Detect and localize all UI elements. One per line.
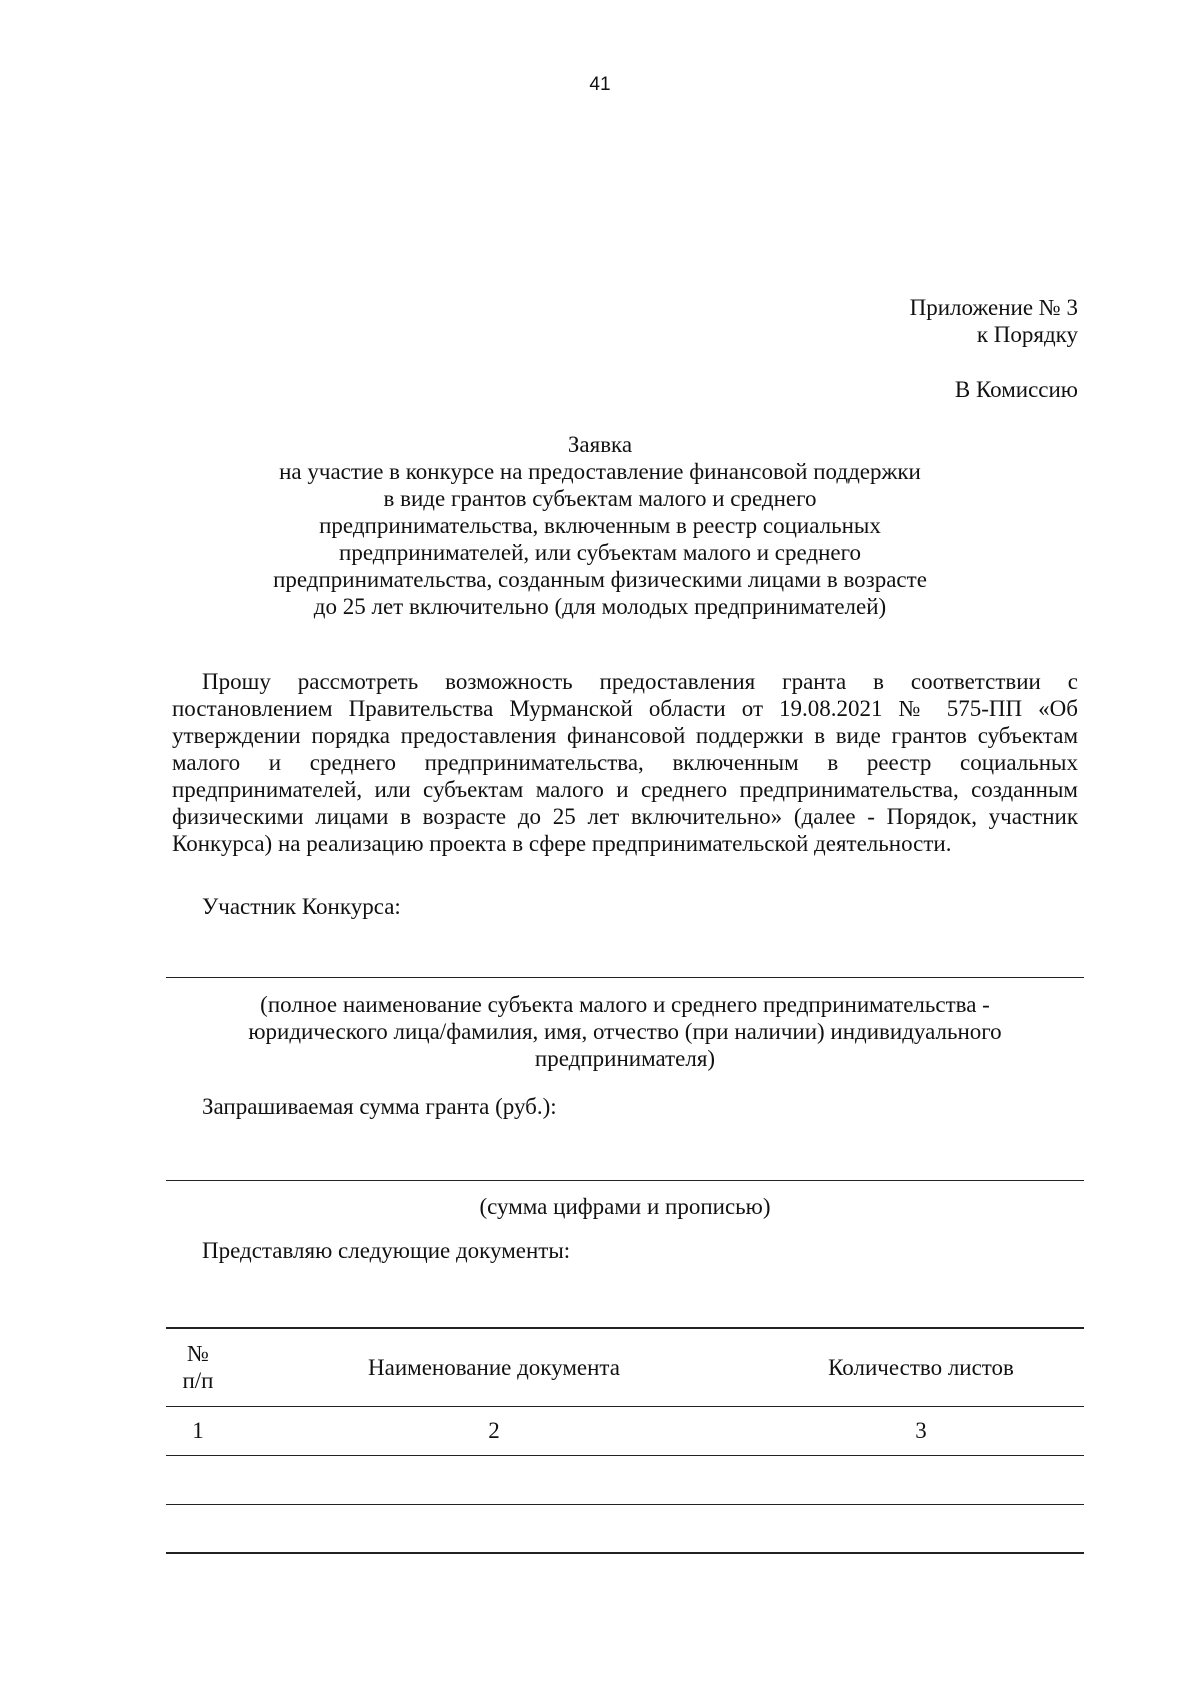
table-cell: 3 xyxy=(915,1418,927,1443)
table-row xyxy=(166,1455,1084,1504)
grant-amount-field[interactable] xyxy=(166,1180,1084,1181)
appendix-number: Приложение № 3 xyxy=(909,295,1078,320)
table-cell: 2 xyxy=(488,1418,500,1443)
amount-field-caption xyxy=(166,1193,1084,1220)
participant-field-caption xyxy=(166,991,1084,1072)
caption-line: (полное наименование субъекта малого и среднего предпринимательства - xyxy=(260,992,990,1017)
request-paragraph: Прошу рассмотреть возможность предоставления гранта в соответствии с постановлением Правительства Мурманской области от 19.08.2021 № 575-ПП «Об утверждении порядка предоставления финансовой поддержки в виде грантов субъектам малого и среднего предпринимательства, включенным в реестр социальных предпринимателей, или субъектам малого и среднего предпринимательства, созданным физическими лицами в возрасте до 25 лет включительно» (далее - Порядок, участник Конкурса) на реализацию проекта в сфере предпринимательской деятельности. xyxy=(172,669,1078,856)
participant-label: Участник Конкурса: xyxy=(202,894,401,919)
header-number-abbrev: п/п xyxy=(182,1368,214,1394)
table-cell: 1 xyxy=(192,1418,204,1443)
grant-amount-label: Запрашиваемая сумма гранта (руб.): xyxy=(202,1094,557,1119)
table-cell[interactable] xyxy=(166,1455,230,1504)
table-cell[interactable] xyxy=(230,1504,758,1553)
addressee: В Комиссию xyxy=(954,377,1078,402)
caption-line: предпринимателя) xyxy=(534,1046,716,1071)
appendix-order-reference: к Порядку xyxy=(976,322,1078,347)
table-cell[interactable] xyxy=(166,1504,230,1553)
title-line: предпринимателей, или субъектам малого и среднего xyxy=(339,540,861,565)
application-title xyxy=(150,431,1050,620)
title-line: до 25 лет включительно (для молодых предпринимателей) xyxy=(313,594,887,619)
header-sheet-count: Количество листов xyxy=(828,1354,1014,1380)
table-row xyxy=(166,1504,1084,1553)
title-line: Заявка xyxy=(567,432,633,457)
title-line: на участие в конкурсе на предоставление финансовой поддержки xyxy=(279,459,921,484)
documents-table xyxy=(166,1327,1084,1554)
header-number-symbol: № xyxy=(187,1341,209,1367)
appendix-reference xyxy=(910,294,1078,348)
title-line: предпринимательства, созданным физическими лицами в возрасте xyxy=(273,567,927,592)
page-number: 41 xyxy=(589,74,611,95)
table-cell[interactable] xyxy=(758,1504,1084,1553)
header-number xyxy=(166,1328,230,1406)
title-line: предпринимательства, включенным в реестр социальных xyxy=(319,513,881,538)
title-line: в виде грантов субъектам малого и среднего xyxy=(383,486,817,511)
table-row xyxy=(166,1406,1084,1455)
table-header-row xyxy=(166,1328,1084,1406)
header-document-name: Наименование документа xyxy=(368,1354,620,1380)
table-cell[interactable] xyxy=(758,1455,1084,1504)
caption-line: (сумма цифрами и прописью) xyxy=(479,1194,771,1219)
table-cell[interactable] xyxy=(230,1455,758,1504)
caption-line: юридического лица/фамилия, имя, отчество (при наличии) индивидуального xyxy=(248,1019,1002,1044)
participant-name-field[interactable] xyxy=(166,977,1084,978)
documents-label: Представляю следующие документы: xyxy=(202,1238,571,1263)
